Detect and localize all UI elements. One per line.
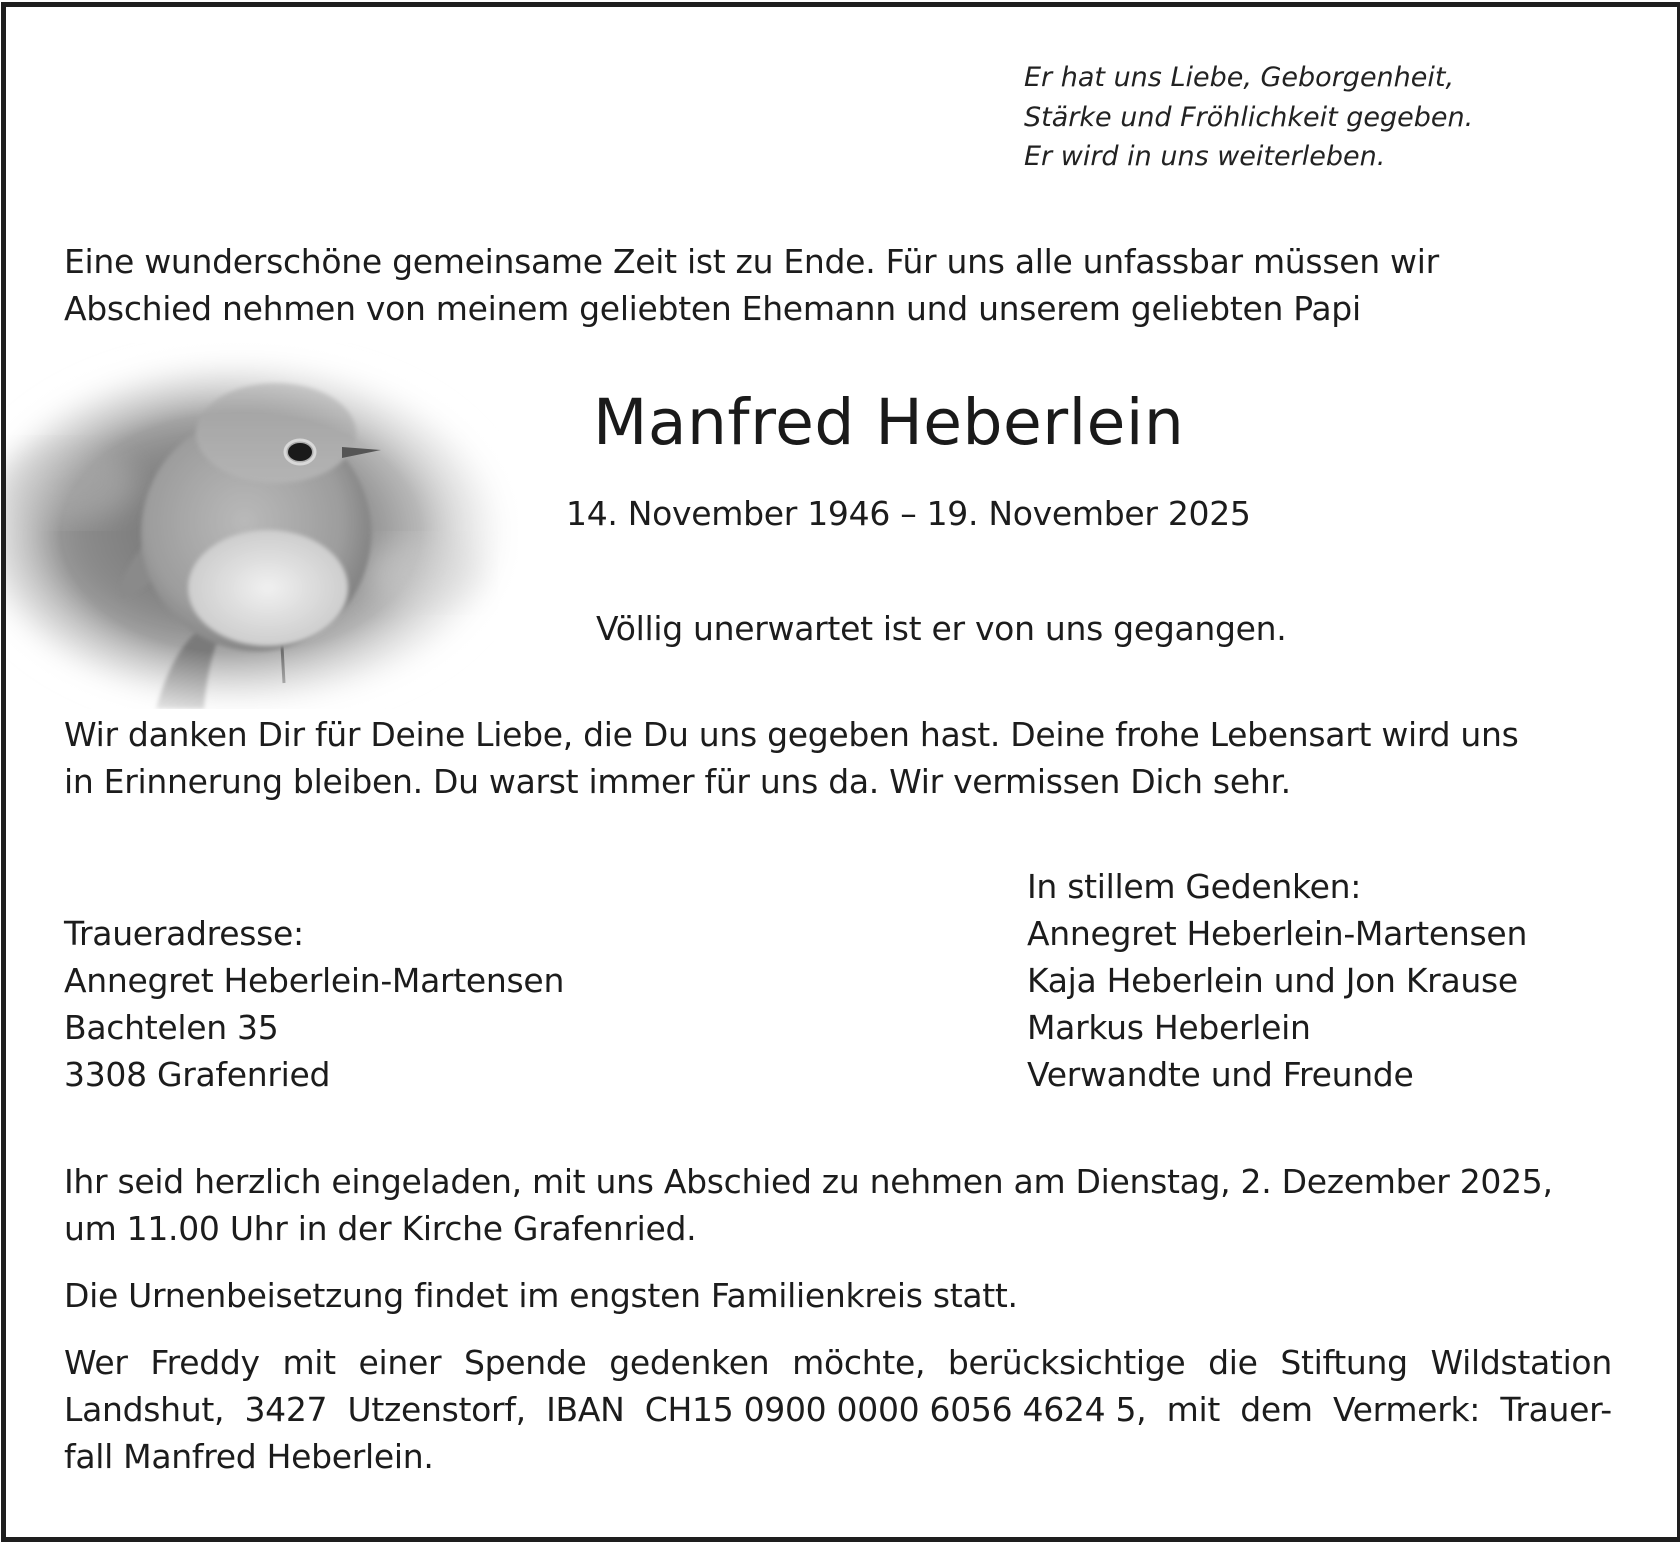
donation-paragraph — [64, 1339, 1612, 1480]
mourning-address — [64, 910, 564, 1098]
urn-burial-note: Die Urnenbeisetzung findet im engsten Familienkreis statt. — [64, 1276, 1018, 1315]
address-line: Annegret Heberlein-Martensen — [64, 961, 565, 1000]
address-label: Traueradresse: — [64, 914, 304, 953]
donation-line-2: Landshut, 3427 Utzenstorf, IBAN CH15 0900 0000 6056 4624 5, mit dem Vermerk: Trauer- — [64, 1386, 1612, 1433]
invitation-line: Ihr seid herzlich eingeladen, mit uns Abschied zu nehmen am Dienstag, 2. Dezember 2025, — [64, 1162, 1553, 1201]
address-line: 3308 Grafenried — [64, 1055, 331, 1094]
mourner-name: Annegret Heberlein-Martensen — [1027, 914, 1528, 953]
passing-note: Völlig unerwartet ist er von uns gegangen. — [596, 609, 1287, 648]
donation-line-3: fall Manfred Heberlein. — [64, 1437, 434, 1476]
quote-line: Stärke und Fröhlichkeit gegeben. — [1024, 101, 1474, 133]
intro-line: Abschied nehmen von meinem geliebten Ehemann und unserem geliebten Papi — [64, 289, 1361, 328]
thanks-paragraph — [64, 711, 1519, 805]
address-line: Bachtelen 35 — [64, 1008, 279, 1047]
life-dates: 14. November 1946 – 19. November 2025 — [566, 494, 1251, 533]
mourner-name: Markus Heberlein — [1027, 1008, 1311, 1047]
intro-line: Eine wunderschöne gemeinsame Zeit ist zu Ende. Für uns alle unfassbar müssen wir — [64, 242, 1439, 281]
intro-paragraph — [64, 238, 1439, 332]
invitation-line: um 11.00 Uhr in der Kirche Grafenried. — [64, 1209, 697, 1248]
deceased-name: Manfred Heberlein — [593, 386, 1185, 459]
mourners-label: In stillem Gedenken: — [1027, 867, 1362, 906]
iban-number: CH15 0900 0000 6056 4624 5, — [644, 1390, 1147, 1429]
quote-line: Er hat uns Liebe, Geborgenheit, — [1024, 62, 1455, 93]
donation-line-1: Wer Freddy mit einer Spende gedenken möchte, berücksichtige die Stiftung Wildstation — [64, 1343, 1612, 1382]
ceremony-invitation — [64, 1158, 1553, 1252]
quote-line: Er wird in uns weiterleben. — [1024, 141, 1386, 172]
mourners-list — [1027, 863, 1527, 1098]
memorial-quote — [1024, 58, 1473, 177]
thanks-line: in Erinnerung bleiben. Du warst immer für uns da. Wir vermissen Dich sehr. — [64, 762, 1291, 801]
thanks-line: Wir danken Dir für Deine Liebe, die Du uns gegeben hast. Deine frohe Lebensart wird uns — [64, 715, 1519, 754]
mourner-name: Kaja Heberlein und Jon Krause — [1027, 961, 1518, 1000]
mourner-name: Verwandte und Freunde — [1027, 1055, 1414, 1094]
bird-photo-icon — [6, 343, 518, 709]
